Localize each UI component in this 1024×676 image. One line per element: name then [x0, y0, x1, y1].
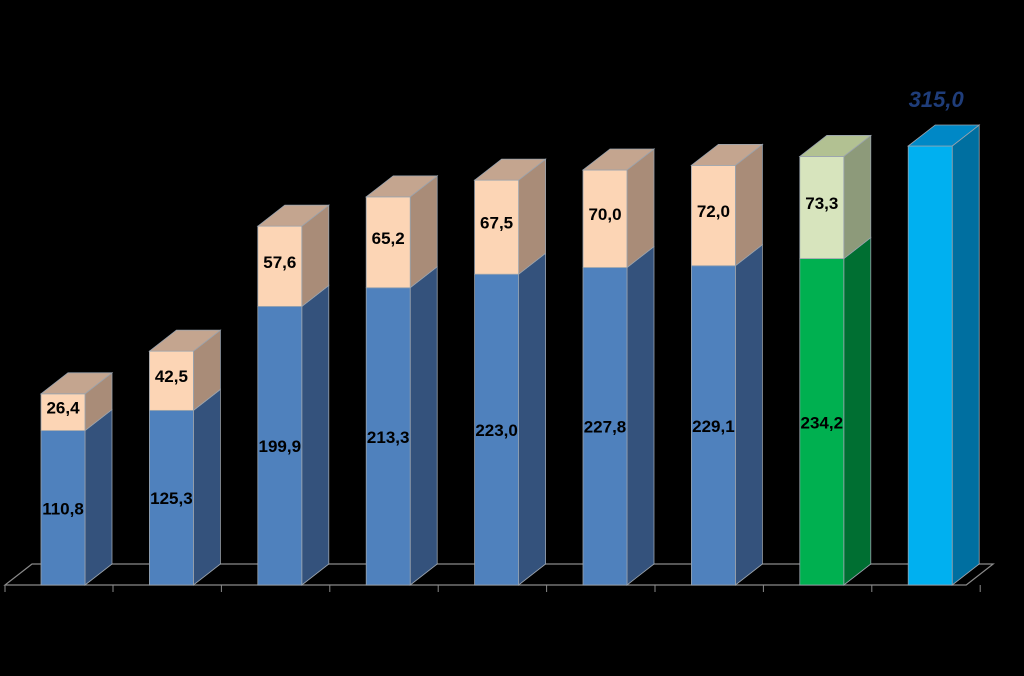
data-label-lower-6: 227,8 — [583, 417, 627, 437]
data-label-lower-2: 125,3 — [150, 489, 193, 509]
data-label-upper-6: 70,0 — [588, 205, 622, 225]
data-label-upper-4: 65,2 — [371, 228, 405, 248]
data-label-lower-4: 213,3 — [366, 427, 410, 447]
bar-6-lower — [583, 247, 654, 585]
bar-8-lower — [800, 238, 871, 585]
data-label-lower-7: 229,1 — [692, 416, 735, 436]
bar-2-lower — [149, 389, 220, 585]
data-label-upper-1: 26,4 — [46, 398, 80, 418]
data-label-lower-5: 223,0 — [475, 421, 518, 441]
data-label-upper-2: 42,5 — [154, 367, 188, 387]
bar-4-lower-side — [410, 267, 437, 585]
bar-3-lower-side — [302, 285, 329, 585]
bar-5-lower — [475, 253, 546, 585]
bar-2-lower-side — [193, 389, 220, 585]
bar-5-lower-side — [519, 253, 546, 585]
bar-8-upper-side — [844, 135, 871, 258]
bar-8-lower-side — [844, 238, 871, 585]
bar-6-lower-side — [627, 247, 654, 585]
bar-7-lower-side — [735, 245, 762, 585]
bar-3-lower — [258, 285, 329, 585]
bars-group — [41, 125, 979, 585]
bar-1-lower-side — [85, 410, 112, 585]
data-label-total: 315,0 — [908, 86, 964, 112]
data-label-upper-5: 67,5 — [480, 213, 514, 233]
data-label-upper-7: 72,0 — [696, 202, 730, 222]
bar-9-lower-front — [908, 146, 952, 585]
data-label-lower-1: 110,8 — [42, 499, 84, 519]
bar-1-lower — [41, 410, 112, 585]
data-label-upper-3: 57,6 — [263, 252, 297, 272]
bar-9-lower — [908, 125, 979, 585]
bar-4-lower — [366, 267, 437, 585]
bar-7-lower — [691, 245, 762, 585]
data-label-lower-8: 234,2 — [800, 413, 844, 433]
data-label-lower-3: 199,9 — [258, 437, 302, 457]
data-label-upper-8: 73,3 — [805, 194, 839, 214]
bar-9-lower-side — [952, 125, 979, 585]
